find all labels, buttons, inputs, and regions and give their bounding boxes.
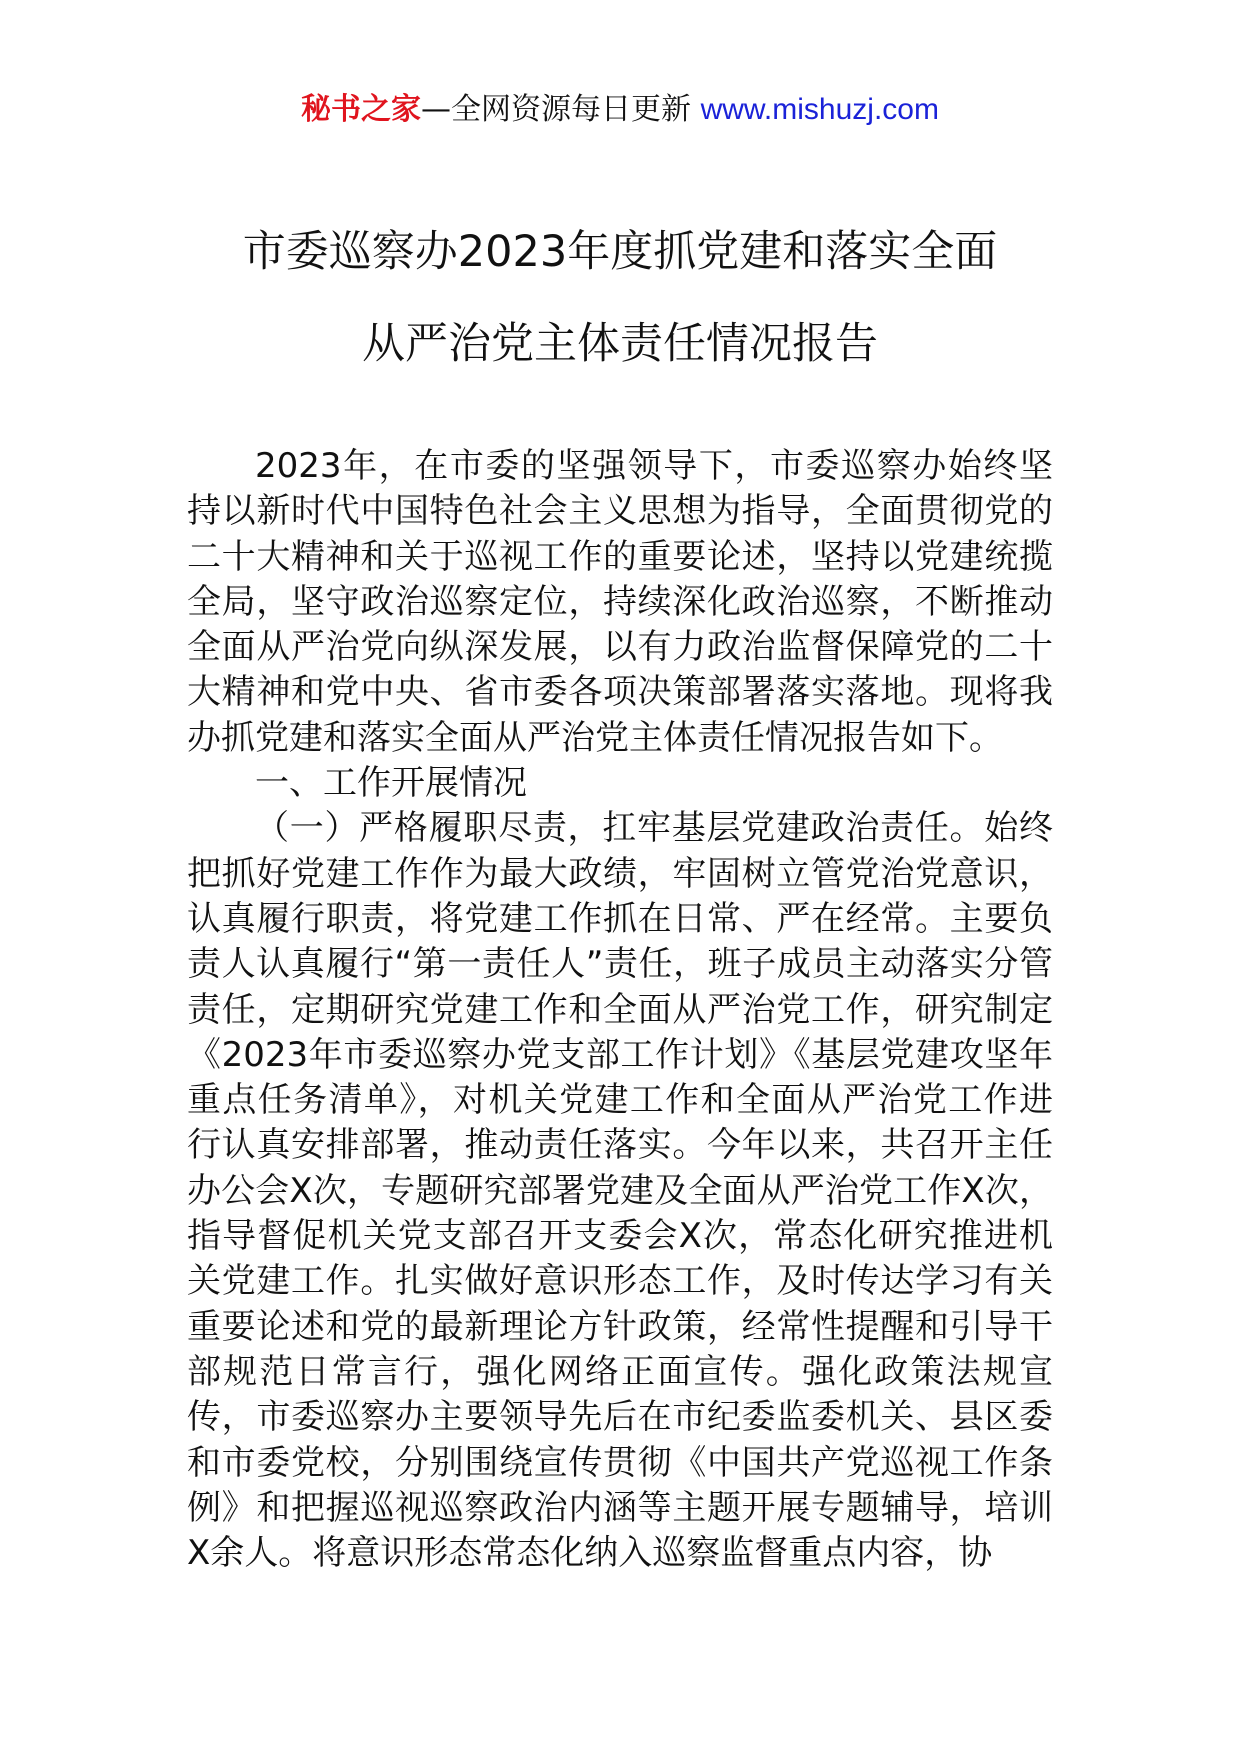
- site-header: [0, 90, 1240, 130]
- section-heading: 一、工作开展情况: [255, 763, 527, 804]
- document-title-line-2: 从严治党主体责任情况报告: [362, 319, 878, 369]
- document-title-line-1: 市委巡察办2023年度抓党建和落实全面: [242, 227, 998, 277]
- site-url-link[interactable]: www.mishuzj.com: [700, 93, 939, 126]
- document-body: [187, 444, 1053, 1576]
- intro-paragraph: 2023年，在市委的坚强领导下，市委巡察办始终坚持以新时代中国特色社会主义思想为指导，全面贯彻党的二十大精神和关于巡视工作的重要论述，坚持以党建统揽全局，坚守政治巡察定位，持续深化政治巡察，不断推动全面从严治党向纵深发展，以有力政治监督保障党的二十大精神和党中央、省市委各项决策部署落实落地。现将我办抓党建和落实全面从严治党主体责任情况报告如下。: [187, 446, 1053, 758]
- site-brand: 秘书之家: [301, 92, 422, 127]
- body-paragraph: （一）严格履职尽责，扛牢基层党建政治责任。始终把抓好党建工作作为最大政绩，牢固树立管党治党意识，认真履行职责，将党建工作抓在日常、严在经常。主要负责人认真履行“第一责任人”责任，班子成员主动落实分管责任，定期研究党建工作和全面从严治党工作，研究制定《2023年市委巡察办党支部工作计划》《基层党建攻坚年重点任务清单》，对机关党建工作和全面从严治党工作进行认真安排部署，推动责任落实。今年以来，共召开主任办公会X次，专题研究部署党建及全面从严治党工作X次，指导督促机关党支部召开支委会X次，常态化研究推进机关党建工作。扎实做好意识形态工作，及时传达学习有关重要论述和党的最新理论方针政策，经常性提醒和引导干部规范日常言行，强化网络正面宣传。强化政策法规宣传，市委巡察办主要领导先后在市纪委监委机关、县区委和市委党校，分别围绕宣传贯彻《中国共产党巡视工作条例》和把握巡视巡察政治内涵等主题开展专题辅导，培训X余人。将意识形态常态化纳入巡察监督重点内容，协: [187, 808, 1053, 1574]
- document-title: [0, 206, 1240, 390]
- site-tagline: —全网资源每日更新: [421, 92, 692, 127]
